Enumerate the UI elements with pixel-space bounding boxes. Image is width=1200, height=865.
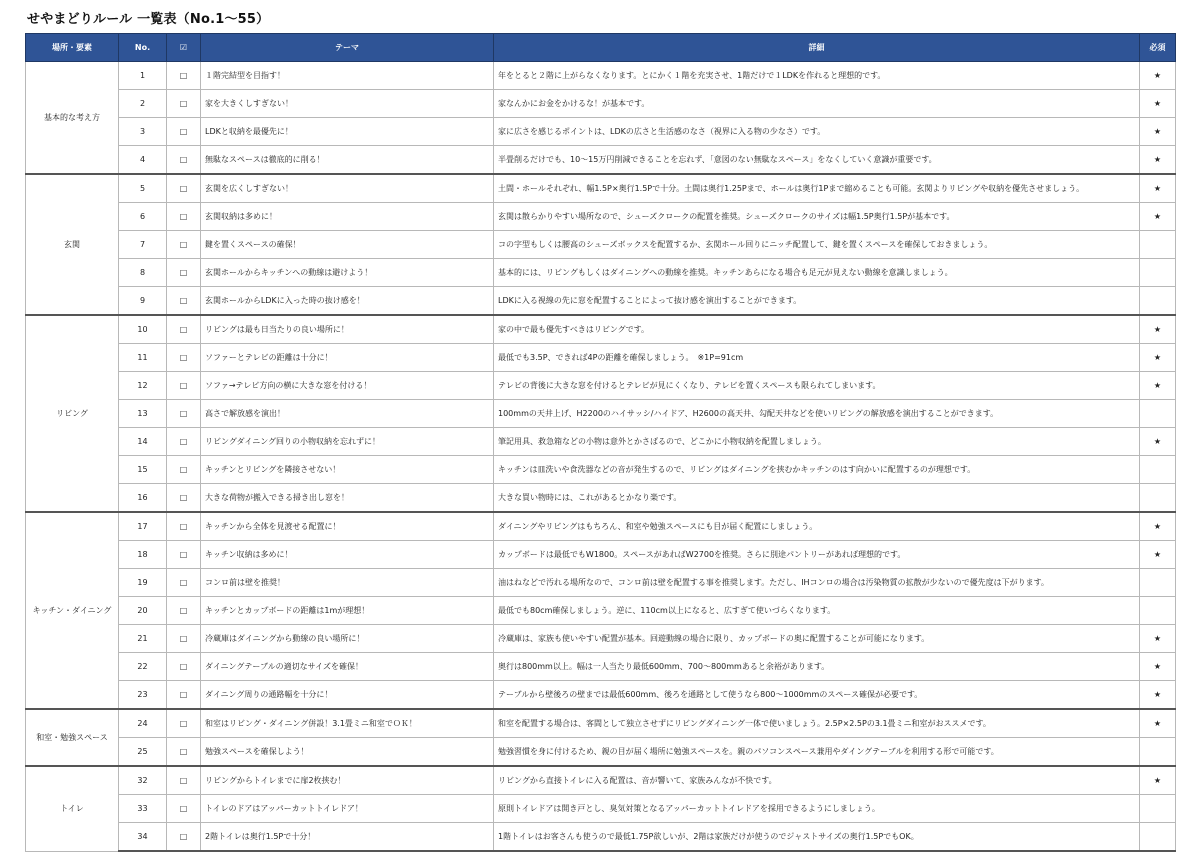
row-detail: 油はねなどで汚れる場所なので、コンロ前は壁を配置する事を推奨します。ただし、IHコンロの場合は汚染物質の拡散が少ないので優先度は下がります。 <box>494 569 1140 597</box>
row-number: 7 <box>119 231 167 259</box>
table-row <box>26 344 1176 372</box>
row-number: 6 <box>119 203 167 231</box>
row-theme: キッチンとカップボードの距離は1mが理想！ <box>201 597 494 625</box>
row-number: 15 <box>119 456 167 484</box>
table-row <box>26 372 1176 400</box>
required-star-icon: ★ <box>1140 146 1176 175</box>
row-detail: ダイニングやリビングはもちろん、和室や勉強スペースにも目が届く配置にしましょう。 <box>494 512 1140 541</box>
row-detail: 土間・ホールそれぞれ、幅1.5P×奥行1.5Pで十分。土間は奥行1.25Pまで、ホールは奥行1Pまで縮めることも可能。玄関よりリビングや収納を優先させましょう。 <box>494 174 1140 203</box>
row-detail: 家の中で最も優先すべきはリビングです。 <box>494 315 1140 344</box>
required-star-icon: ★ <box>1140 344 1176 372</box>
row-detail: 家なんかにお金をかけるな！が基本です。 <box>494 90 1140 118</box>
required-star-icon <box>1140 456 1176 484</box>
required-star-icon: ★ <box>1140 315 1176 344</box>
required-star-icon <box>1140 484 1176 513</box>
checkbox-icon[interactable]: □ <box>167 569 201 597</box>
checkbox-icon[interactable]: □ <box>167 344 201 372</box>
row-detail: 年をとると２階に上がらなくなります。とにかく１階を充実させ、1階だけで１LDKを作れると理想的です。 <box>494 62 1140 90</box>
required-star-icon: ★ <box>1140 541 1176 569</box>
checkbox-icon[interactable]: □ <box>167 372 201 400</box>
place-cell: 基本的な考え方 <box>26 62 119 175</box>
table-row <box>26 231 1176 259</box>
table-row <box>26 738 1176 767</box>
checkbox-icon[interactable]: □ <box>167 315 201 344</box>
checkbox-icon[interactable]: □ <box>167 766 201 795</box>
checkbox-icon[interactable]: □ <box>167 795 201 823</box>
required-star-icon <box>1140 795 1176 823</box>
required-star-icon <box>1140 597 1176 625</box>
checkbox-icon[interactable]: □ <box>167 456 201 484</box>
header-no: No. <box>119 34 167 62</box>
table-row <box>26 625 1176 653</box>
required-star-icon: ★ <box>1140 709 1176 738</box>
checkbox-icon[interactable]: □ <box>167 62 201 90</box>
row-number: 3 <box>119 118 167 146</box>
rules-body <box>26 62 1176 852</box>
table-row <box>26 456 1176 484</box>
row-detail: 基本的には、リビングもしくはダイニングへの動線を推奨。キッチンあらになる場合も足元が見えない動線を意識しましょう。 <box>494 259 1140 287</box>
header-theme: テーマ <box>201 34 494 62</box>
checkbox-icon[interactable]: □ <box>167 174 201 203</box>
table-row <box>26 315 1176 344</box>
required-star-icon: ★ <box>1140 62 1176 90</box>
row-detail: リビングから直接トイレに入る配置は、音が響いて、家族みんなが不快です。 <box>494 766 1140 795</box>
row-number: 8 <box>119 259 167 287</box>
table-row <box>26 597 1176 625</box>
row-theme: 無駄なスペースは徹底的に削る！ <box>201 146 494 175</box>
row-detail: カップボードは最低でもW1800。スペースがあればW2700を推奨。さらに別途パントリーがあれば理想的です。 <box>494 541 1140 569</box>
row-theme: ソファーとテレビの距離は十分に！ <box>201 344 494 372</box>
row-theme: 玄関ホールからLDKに入った時の抜け感を！ <box>201 287 494 316</box>
required-star-icon <box>1140 259 1176 287</box>
row-number: 5 <box>119 174 167 203</box>
row-detail: 冷蔵庫は、家族も使いやすい配置が基本。回遊動線の場合に限り、カップボードの奥に配置することが可能になります。 <box>494 625 1140 653</box>
checkbox-icon[interactable]: □ <box>167 259 201 287</box>
place-cell: 和室・勉強スペース <box>26 709 119 766</box>
row-theme: 鍵を置くスペースの確保！ <box>201 231 494 259</box>
table-row <box>26 174 1176 203</box>
checkbox-icon[interactable]: □ <box>167 597 201 625</box>
row-number: 12 <box>119 372 167 400</box>
table-row <box>26 653 1176 681</box>
row-number: 9 <box>119 287 167 316</box>
row-number: 18 <box>119 541 167 569</box>
row-number: 2 <box>119 90 167 118</box>
row-detail: 家に広さを感じるポイントは、LDKの広さと生活感のなさ（視界に入る物の少なさ）です。 <box>494 118 1140 146</box>
row-theme: リビングは最も日当たりの良い場所に！ <box>201 315 494 344</box>
row-theme: ダイニング周りの通路幅を十分に！ <box>201 681 494 710</box>
rules-table <box>25 33 1176 852</box>
row-theme: キッチンとリビングを隣接させない！ <box>201 456 494 484</box>
row-detail: 最低でも80cm確保しましょう。逆に、110cm以上になると、広すぎて使いづらくなります。 <box>494 597 1140 625</box>
checkbox-icon[interactable]: □ <box>167 203 201 231</box>
checkbox-icon[interactable]: □ <box>167 287 201 316</box>
row-theme: コンロ前は壁を推奨！ <box>201 569 494 597</box>
row-detail: 筆記用具、救急箱などの小物は意外とかさばるので、どこかに小物収納を配置しましょう。 <box>494 428 1140 456</box>
row-number: 24 <box>119 709 167 738</box>
table-row <box>26 90 1176 118</box>
required-star-icon <box>1140 569 1176 597</box>
row-number: 17 <box>119 512 167 541</box>
table-row <box>26 541 1176 569</box>
row-theme: トイレのドアはアッパーカットトイレドア！ <box>201 795 494 823</box>
required-star-icon: ★ <box>1140 653 1176 681</box>
row-detail: 玄関は散らかりやすい場所なので、シューズクロークの配置を推奨。シューズクロークのサイズは幅1.5P奥行1.5Pが基本です。 <box>494 203 1140 231</box>
required-star-icon: ★ <box>1140 428 1176 456</box>
row-number: 20 <box>119 597 167 625</box>
row-theme: 高さで解放感を演出！ <box>201 400 494 428</box>
row-theme: リビングからトイレまでに扉2枚挟む！ <box>201 766 494 795</box>
page-title: せやまどりルール 一覧表（No.1〜55） <box>27 12 270 27</box>
checkbox-icon[interactable]: □ <box>167 428 201 456</box>
table-row <box>26 203 1176 231</box>
row-number: 23 <box>119 681 167 710</box>
required-star-icon <box>1140 231 1176 259</box>
required-star-icon <box>1140 823 1176 852</box>
row-theme: キッチンから全体を見渡せる配置に！ <box>201 512 494 541</box>
table-row <box>26 484 1176 513</box>
row-number: 4 <box>119 146 167 175</box>
row-theme: ソファ→テレビ方向の横に大きな窓を付ける！ <box>201 372 494 400</box>
row-theme: 大きな荷物が搬入できる掃き出し窓を！ <box>201 484 494 513</box>
table-row <box>26 146 1176 175</box>
row-number: 34 <box>119 823 167 852</box>
table-row <box>26 795 1176 823</box>
checkbox-icon[interactable]: □ <box>167 653 201 681</box>
row-number: 10 <box>119 315 167 344</box>
row-number: 11 <box>119 344 167 372</box>
checkbox-icon[interactable]: □ <box>167 146 201 175</box>
row-number: 22 <box>119 653 167 681</box>
required-star-icon: ★ <box>1140 512 1176 541</box>
row-detail: キッチンは皿洗いや食洗器などの音が発生するので、リビングはダイニングを挟むかキッチンのはす向かいに配置するのが理想です。 <box>494 456 1140 484</box>
checkbox-icon[interactable]: □ <box>167 400 201 428</box>
row-detail: テレビの背後に大きな窓を付けるとテレビが見にくくなり、テレビを置くスペースも限られてしまいます。 <box>494 372 1140 400</box>
row-theme: キッチン収納は多めに！ <box>201 541 494 569</box>
header-required: 必須 <box>1140 34 1176 62</box>
table-row <box>26 62 1176 90</box>
row-theme: 和室はリビング・ダイニング併設！3.1畳ミニ和室でＯＫ！ <box>201 709 494 738</box>
row-number: 21 <box>119 625 167 653</box>
checkbox-icon[interactable]: □ <box>167 118 201 146</box>
row-theme: 冷蔵庫はダイニングから動線の良い場所に！ <box>201 625 494 653</box>
table-row <box>26 709 1176 738</box>
row-theme: 2階トイレは奥行1.5Pで十分！ <box>201 823 494 852</box>
row-detail: 半畳削るだけでも、10〜15万円削減できることを忘れず、「意図のない無駄なスペース」をなくしていく意識が重要です。 <box>494 146 1140 175</box>
required-star-icon: ★ <box>1140 203 1176 231</box>
table-row <box>26 681 1176 710</box>
row-theme: 玄関ホールからキッチンへの動線は避けよう！ <box>201 259 494 287</box>
row-theme: 勉強スペースを確保しよう！ <box>201 738 494 767</box>
required-star-icon: ★ <box>1140 681 1176 710</box>
checkbox-icon[interactable]: □ <box>167 625 201 653</box>
row-theme: ダイニングテーブルの適切なサイズを確保！ <box>201 653 494 681</box>
row-number: 33 <box>119 795 167 823</box>
row-detail: LDKに入る視線の先に窓を配置することによって抜け感を演出することができます。 <box>494 287 1140 316</box>
row-detail: 100mmの天井上げ、H2200のハイサッシ/ハイドア、H2600の高天井、勾配天井などを使いリビングの解放感を演出することができます。 <box>494 400 1140 428</box>
place-cell: リビング <box>26 315 119 512</box>
table-header-row <box>26 34 1176 62</box>
checkbox-icon[interactable]: □ <box>167 681 201 710</box>
row-detail: 大きな買い物時には、これがあるとかなり楽です。 <box>494 484 1140 513</box>
required-star-icon: ★ <box>1140 174 1176 203</box>
row-detail: テーブルから壁後ろの壁までは最低600mm、後ろを通路として使うなら800〜1000mmのスペース確保が必要です。 <box>494 681 1140 710</box>
checkbox-icon[interactable]: □ <box>167 709 201 738</box>
row-theme: 玄関収納は多めに！ <box>201 203 494 231</box>
row-theme: 家を大きくしすぎない！ <box>201 90 494 118</box>
place-cell: キッチン・ダイニング <box>26 512 119 709</box>
row-theme: リビングダイニング回りの小物収納を忘れずに！ <box>201 428 494 456</box>
row-number: 16 <box>119 484 167 513</box>
table-row <box>26 823 1176 852</box>
checkbox-icon[interactable]: □ <box>167 512 201 541</box>
checkbox-icon[interactable]: □ <box>167 738 201 767</box>
row-detail: 和室を配置する場合は、客間として独立させずにリビングダイニング一体で使いましょう。2.5P×2.5Pの3.1畳ミニ和室がおススメです。 <box>494 709 1140 738</box>
required-star-icon: ★ <box>1140 118 1176 146</box>
place-cell: トイレ <box>26 766 119 851</box>
place-cell: 玄関 <box>26 174 119 315</box>
table-row <box>26 428 1176 456</box>
checkbox-icon[interactable]: □ <box>167 231 201 259</box>
checkbox-icon[interactable]: □ <box>167 823 201 852</box>
required-star-icon: ★ <box>1140 372 1176 400</box>
row-detail: 奥行は800mm以上。幅は一人当たり最低600mm、700〜800mmあると余裕があります。 <box>494 653 1140 681</box>
header-check: ☑ <box>167 34 201 62</box>
row-number: 19 <box>119 569 167 597</box>
table-row <box>26 400 1176 428</box>
required-star-icon <box>1140 738 1176 767</box>
row-theme: LDKと収納を最優先に！ <box>201 118 494 146</box>
required-star-icon <box>1140 400 1176 428</box>
header-detail: 詳細 <box>494 34 1140 62</box>
row-detail: 1階トイレはお客さんも使うので最低1.75P欲しいが、2階は家族だけが使うのでジャストサイズの奥行1.5PでもOK。 <box>494 823 1140 852</box>
checkbox-icon[interactable]: □ <box>167 90 201 118</box>
required-star-icon <box>1140 287 1176 316</box>
table-row <box>26 766 1176 795</box>
row-number: 13 <box>119 400 167 428</box>
checkbox-icon[interactable]: □ <box>167 541 201 569</box>
row-detail: 勉強習慣を身に付けるため、親の目が届く場所に勉強スペースを。親のパソコンスペース兼用やダイングテーブルを利用する形で可能です。 <box>494 738 1140 767</box>
table-row <box>26 569 1176 597</box>
row-detail: 最低でも3.5P、できれば4Pの距離を確保しましょう。 ※1P=91cm <box>494 344 1140 372</box>
required-star-icon: ★ <box>1140 766 1176 795</box>
required-star-icon: ★ <box>1140 90 1176 118</box>
row-theme: 玄関を広くしすぎない！ <box>201 174 494 203</box>
row-number: 14 <box>119 428 167 456</box>
row-number: 25 <box>119 738 167 767</box>
row-theme: １階完結型を目指す！ <box>201 62 494 90</box>
table-row <box>26 512 1176 541</box>
checkbox-icon[interactable]: □ <box>167 484 201 513</box>
header-place: 場所・要素 <box>26 34 119 62</box>
row-number: 1 <box>119 62 167 90</box>
table-row <box>26 287 1176 316</box>
required-star-icon: ★ <box>1140 625 1176 653</box>
table-row <box>26 118 1176 146</box>
table-row <box>26 259 1176 287</box>
row-detail: コの字型もしくは腰高のシューズボックスを配置するか、玄関ホール回りにニッチ配置して、鍵を置くスペースを確保しておきましょう。 <box>494 231 1140 259</box>
row-number: 32 <box>119 766 167 795</box>
row-detail: 原則トイレドアは開き戸とし、臭気対策となるアッパーカットトイレドアを採用できるようにしましょう。 <box>494 795 1140 823</box>
